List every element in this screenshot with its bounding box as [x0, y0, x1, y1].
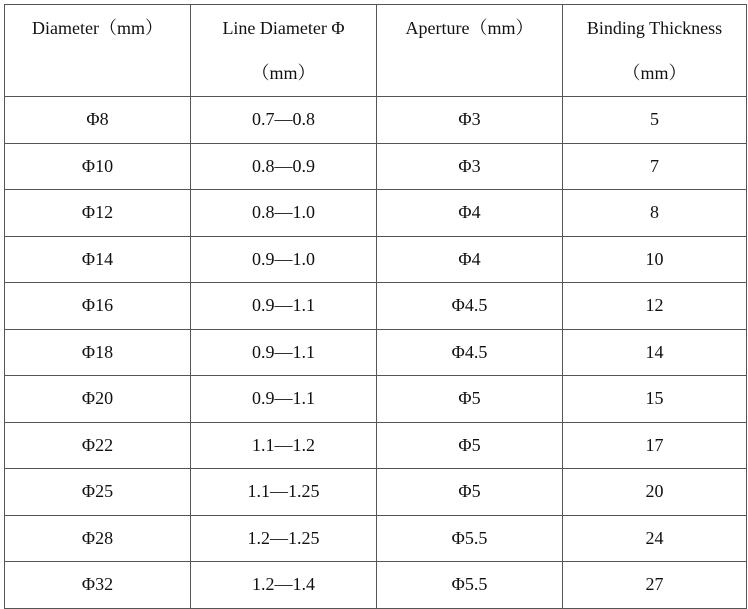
cell-diameter: Φ18: [5, 329, 191, 376]
cell-aperture: Φ5: [377, 422, 563, 469]
cell-aperture: Φ4: [377, 236, 563, 283]
cell-diameter: Φ12: [5, 190, 191, 237]
cell-diameter: Φ22: [5, 422, 191, 469]
table-row: [5, 329, 747, 376]
header-aperture: [377, 5, 563, 97]
cell-binding-thickness: 8: [563, 190, 747, 237]
table-row: [5, 469, 747, 516]
cell-binding-thickness: 24: [563, 515, 747, 562]
table-row: [5, 422, 747, 469]
table-row: [5, 515, 747, 562]
cell-binding-thickness: 14: [563, 329, 747, 376]
header-binding-thickness-line2: （mm）: [622, 63, 687, 83]
cell-line-diameter: 0.9—1.1: [191, 283, 377, 330]
cell-line-diameter: 0.7—0.8: [191, 97, 377, 144]
cell-binding-thickness: 10: [563, 236, 747, 283]
header-row: [5, 5, 747, 97]
table-row: [5, 376, 747, 423]
header-aperture-line1: Aperture（mm）: [405, 18, 534, 38]
cell-aperture: Φ5.5: [377, 515, 563, 562]
cell-aperture: Φ3: [377, 143, 563, 190]
table-row: [5, 283, 747, 330]
cell-line-diameter: 0.9—1.0: [191, 236, 377, 283]
cell-binding-thickness: 15: [563, 376, 747, 423]
cell-line-diameter: 1.2—1.4: [191, 562, 377, 609]
header-diameter-line1: Diameter（mm）: [32, 18, 163, 38]
cell-line-diameter: 1.2—1.25: [191, 515, 377, 562]
cell-binding-thickness: 17: [563, 422, 747, 469]
header-line-diameter: [191, 5, 377, 97]
cell-aperture: Φ5.5: [377, 562, 563, 609]
cell-aperture: Φ4.5: [377, 283, 563, 330]
cell-aperture: Φ3: [377, 97, 563, 144]
header-binding-thickness: [563, 5, 747, 97]
table-row: [5, 97, 747, 144]
cell-diameter: Φ8: [5, 97, 191, 144]
cell-line-diameter: 0.9—1.1: [191, 329, 377, 376]
cell-diameter: Φ32: [5, 562, 191, 609]
cell-aperture: Φ4: [377, 190, 563, 237]
header-binding-thickness-line1: Binding Thickness: [586, 18, 723, 38]
cell-diameter: Φ28: [5, 515, 191, 562]
cell-binding-thickness: 12: [563, 283, 747, 330]
header-line-diameter-line1: Line Diameter Φ: [222, 18, 345, 38]
table-row: [5, 236, 747, 283]
cell-diameter: Φ10: [5, 143, 191, 190]
cell-diameter: Φ14: [5, 236, 191, 283]
cell-line-diameter: 0.8—0.9: [191, 143, 377, 190]
cell-binding-thickness: 7: [563, 143, 747, 190]
cell-diameter: Φ20: [5, 376, 191, 423]
spec-table: [4, 4, 747, 609]
cell-binding-thickness: 5: [563, 97, 747, 144]
table-row: [5, 190, 747, 237]
header-line-diameter-line2: （mm）: [251, 63, 316, 83]
header-diameter: [5, 5, 191, 97]
table-row: [5, 143, 747, 190]
table-body: [5, 97, 747, 609]
cell-aperture: Φ5: [377, 376, 563, 423]
cell-line-diameter: 0.9—1.1: [191, 376, 377, 423]
cell-line-diameter: 0.8—1.0: [191, 190, 377, 237]
cell-aperture: Φ5: [377, 469, 563, 516]
cell-aperture: Φ4.5: [377, 329, 563, 376]
cell-diameter: Φ25: [5, 469, 191, 516]
cell-binding-thickness: 27: [563, 562, 747, 609]
table-row: [5, 562, 747, 609]
cell-diameter: Φ16: [5, 283, 191, 330]
cell-line-diameter: 1.1—1.2: [191, 422, 377, 469]
cell-line-diameter: 1.1—1.25: [191, 469, 377, 516]
cell-binding-thickness: 20: [563, 469, 747, 516]
table-header: [5, 5, 747, 97]
